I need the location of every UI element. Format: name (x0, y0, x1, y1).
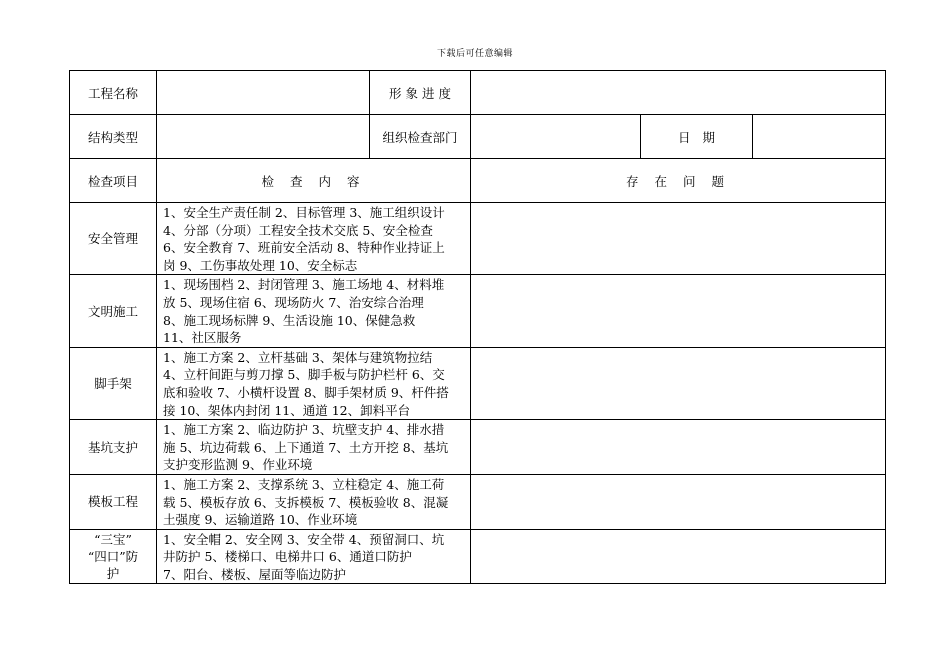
content-safety-management (157, 203, 471, 275)
content-line: 岗 9、工伤事故处理 10、安全标志 (163, 257, 358, 273)
structure-row (70, 115, 886, 159)
structure-type-field[interactable] (157, 115, 370, 159)
progress-label: 形 象 进 度 (370, 71, 471, 115)
content-line: 7、阳台、楼板、屋面等临边防护 (163, 566, 346, 582)
issues-field-formwork[interactable] (471, 474, 886, 529)
content-header: 检 查 内 容 (157, 159, 471, 203)
issues-header: 存 在 问 题 (471, 159, 886, 203)
content-foundation-pit (157, 420, 471, 475)
content-line: 1、安全帽 2、安全网 3、安全带 4、预留洞口、坑 (163, 531, 445, 547)
content-line: 支护变形监测 9、作业环境 (163, 457, 313, 473)
project-name-label: 工程名称 (70, 71, 157, 115)
item-header: 检查项目 (70, 159, 157, 203)
content-line: 1、施工方案 2、临边防护 3、坑壁支护 4、排水措 (163, 422, 445, 438)
header-note: 下载后可任意编辑 (436, 49, 513, 59)
content-line: 1、施工方案 2、立杆基础 3、架体与建筑物拉结 (163, 349, 433, 365)
issues-field-foundation-pit[interactable] (471, 420, 886, 475)
content-civilized-construction (157, 275, 471, 347)
category-safety-management: 安全管理 (70, 203, 157, 275)
issues-field-safety-management[interactable] (471, 203, 886, 275)
content-line: 载 5、模板存放 6、支拆模板 7、模板验收 8、混凝 (163, 494, 449, 510)
category-line: 护 (106, 566, 120, 582)
table-row (70, 347, 886, 419)
date-label: 日 期 (641, 115, 753, 159)
content-line: 1、现场围档 2、封闭管理 3、施工场地 4、材料堆 (163, 277, 445, 293)
content-line: 1、安全生产责任制 2、目标管理 3、施工组织设计 (163, 205, 445, 220)
structure-type-label: 结构类型 (70, 115, 157, 159)
content-line: 6、安全教育 7、班前安全活动 8、特种作业持证上 (163, 240, 445, 256)
content-line: 施 5、坑边荷载 6、上下通道 7、土方开挖 8、基坑 (163, 439, 449, 455)
content-line: 11、社区服务 (163, 330, 242, 346)
content-line: 1、施工方案 2、支撑系统 3、立柱稳定 4、施工荷 (163, 476, 445, 492)
content-line: 土强度 9、运输道路 10、作业环境 (163, 512, 358, 528)
table-row (70, 529, 886, 584)
category-three-treasures-four-openings (70, 529, 157, 584)
content-scaffolding (157, 347, 471, 419)
content-line: 井防护 5、楼梯口、电梯井口 6、通道口防护 (163, 549, 412, 565)
table-row (70, 275, 886, 347)
content-formwork (157, 474, 471, 529)
table-row (70, 203, 886, 275)
category-civilized-construction: 文明施工 (70, 275, 157, 347)
org-dept-field[interactable] (471, 115, 641, 159)
content-line: 4、分部（分项）工程安全技术交底 5、安全检查 (163, 222, 433, 238)
content-three-treasures-four-openings (157, 529, 471, 584)
column-header-row (70, 159, 886, 203)
content-line: 8、施工现场标牌 9、生活设施 10、保健急救 (163, 312, 416, 328)
category-line: “四口”防 (87, 549, 139, 565)
category-scaffolding: 脚手架 (70, 347, 157, 419)
content-line: 4、立杆间距与剪刀撑 5、脚手板与防护栏杆 6、交 (163, 367, 445, 383)
issues-field-civilized-construction[interactable] (471, 275, 886, 347)
issues-field-scaffolding[interactable] (471, 347, 886, 419)
org-dept-label: 组织检查部门 (370, 115, 471, 159)
project-row (70, 71, 886, 115)
content-line: 底和验收 7、小横杆设置 8、脚手架材质 9、杆件搭 (163, 384, 449, 400)
issues-field-three-treasures-four-openings[interactable] (471, 529, 886, 584)
category-foundation-pit: 基坑支护 (70, 420, 157, 475)
category-formwork: 模板工程 (70, 474, 157, 529)
table-row (70, 474, 886, 529)
date-field[interactable] (753, 115, 886, 159)
content-line: 接 10、架体内封闭 11、通道 12、卸料平台 (163, 402, 411, 418)
project-name-field[interactable] (157, 71, 370, 115)
category-line: “三宝” (94, 532, 132, 548)
table-row (70, 420, 886, 475)
safety-inspection-form (69, 70, 886, 584)
content-line: 放 5、现场住宿 6、现场防火 7、治安综合治理 (163, 294, 424, 310)
progress-field[interactable] (471, 71, 886, 115)
